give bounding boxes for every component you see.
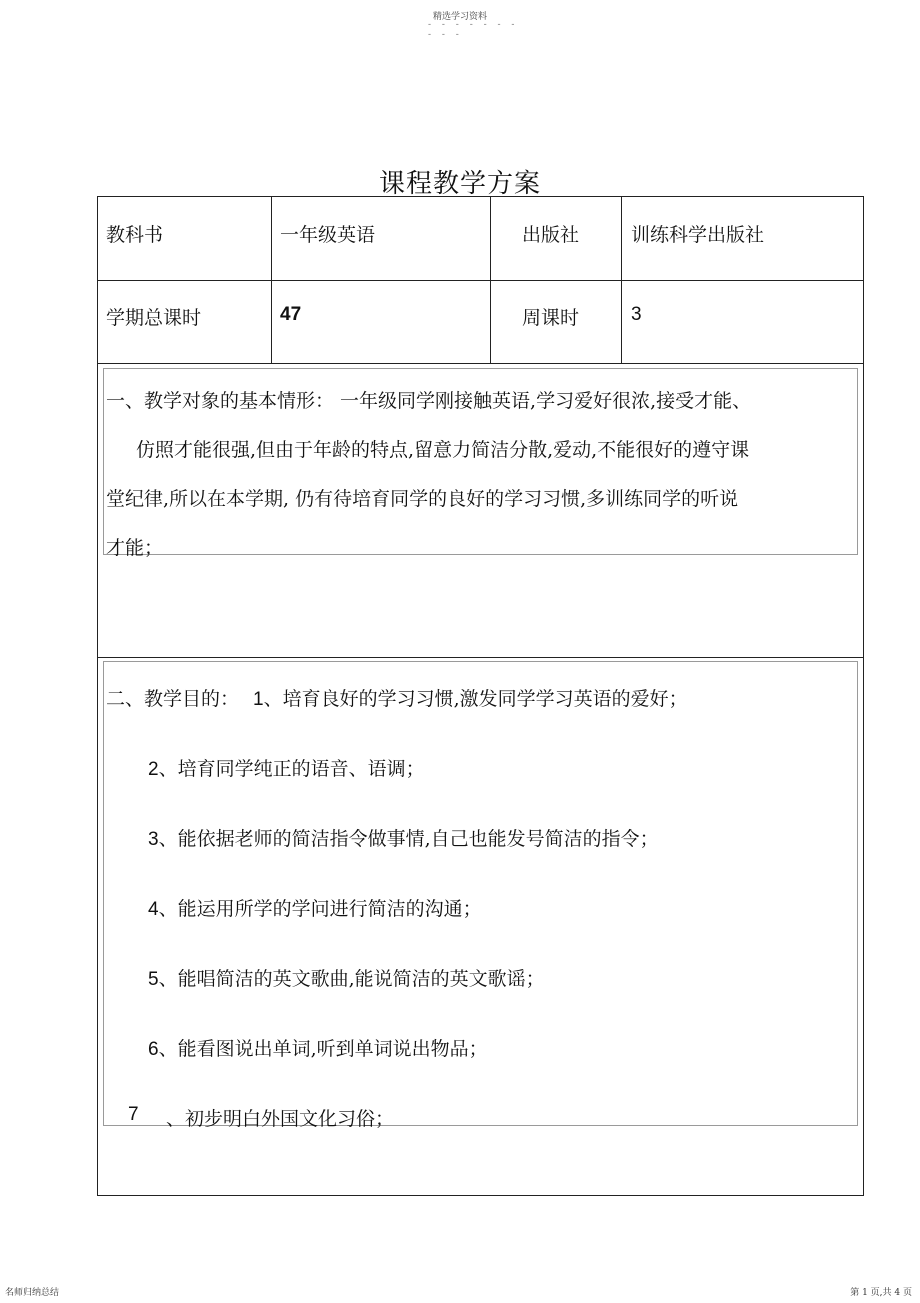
objective-item	[148, 1034, 488, 1061]
objective-text: 、初步明白外国文化习俗；	[166, 1108, 395, 1130]
row-divider	[98, 280, 863, 281]
objective-item	[148, 824, 659, 851]
section1-line: 仿照才能很强,但由于年龄的特点,留意力简洁分散,爱动,不能很好的遵守课	[136, 439, 750, 461]
objective-item	[148, 964, 545, 991]
publisher-label: 出版社	[522, 224, 580, 246]
row-divider	[98, 657, 863, 658]
objective-text: 、能运用所学的学问进行简洁的沟通；	[158, 898, 482, 920]
col-divider	[271, 197, 272, 363]
objective-item	[148, 894, 482, 921]
header-dashes: - - - - - - -	[428, 20, 519, 30]
objective-item	[148, 754, 425, 781]
row-divider	[98, 363, 863, 364]
col-divider	[490, 197, 491, 363]
objective-text: 、能依据老师的简洁指令做事情,自己也能发号简洁的指令；	[158, 828, 659, 850]
total-hours-value: 47	[280, 304, 302, 325]
section1-line: 一、教学对象的基本情形： 一年级同学刚接触英语,学习爱好很浓,接受才能、	[106, 390, 752, 412]
section2-heading: 二、教学目的：	[106, 688, 240, 710]
textbook-value: 一年级英语	[280, 224, 376, 246]
objective-number: 6	[148, 1039, 159, 1060]
objective-number: 4	[148, 899, 159, 920]
objective-text: 、培育良好的学习习惯,激发同学学习英语的爱好；	[263, 688, 688, 710]
objective-number: 7	[128, 1104, 139, 1125]
page-number: 第 1 页,共 4 页	[850, 1288, 912, 1298]
section1-line: 才能；	[106, 537, 164, 559]
page-title: 课程教学方案	[378, 169, 541, 199]
header-label: 精选学习资料	[432, 12, 487, 22]
col-divider	[621, 197, 622, 363]
header-dashes-2: - - -	[428, 30, 463, 40]
total-hours-label: 学期总课时	[106, 307, 202, 329]
objective-number: 2	[148, 759, 159, 780]
objective-number: 1	[253, 689, 264, 710]
section1-line: 堂纪律,所以在本学期, 仍有待培育同学的良好的学习习惯,多训练同学的听说	[106, 488, 739, 510]
objective-number: 5	[148, 969, 159, 990]
weekly-hours-label: 周课时	[522, 307, 580, 329]
footer-left: 名师归纳总结	[5, 1288, 60, 1298]
publisher-value: 训练科学出版社	[631, 224, 765, 246]
objective-item	[253, 684, 688, 711]
textbook-label: 教科书	[106, 224, 164, 246]
objective-text: 、能看图说出单词,听到单词说出物品；	[158, 1038, 488, 1060]
plan-table	[97, 196, 864, 1196]
weekly-hours-value: 3	[631, 304, 642, 325]
objective-text: 、能唱简洁的英文歌曲,能说简洁的英文歌谣；	[158, 968, 545, 990]
objective-number: 3	[148, 829, 159, 850]
objective-text: 、培育同学纯正的语音、语调；	[158, 758, 425, 780]
